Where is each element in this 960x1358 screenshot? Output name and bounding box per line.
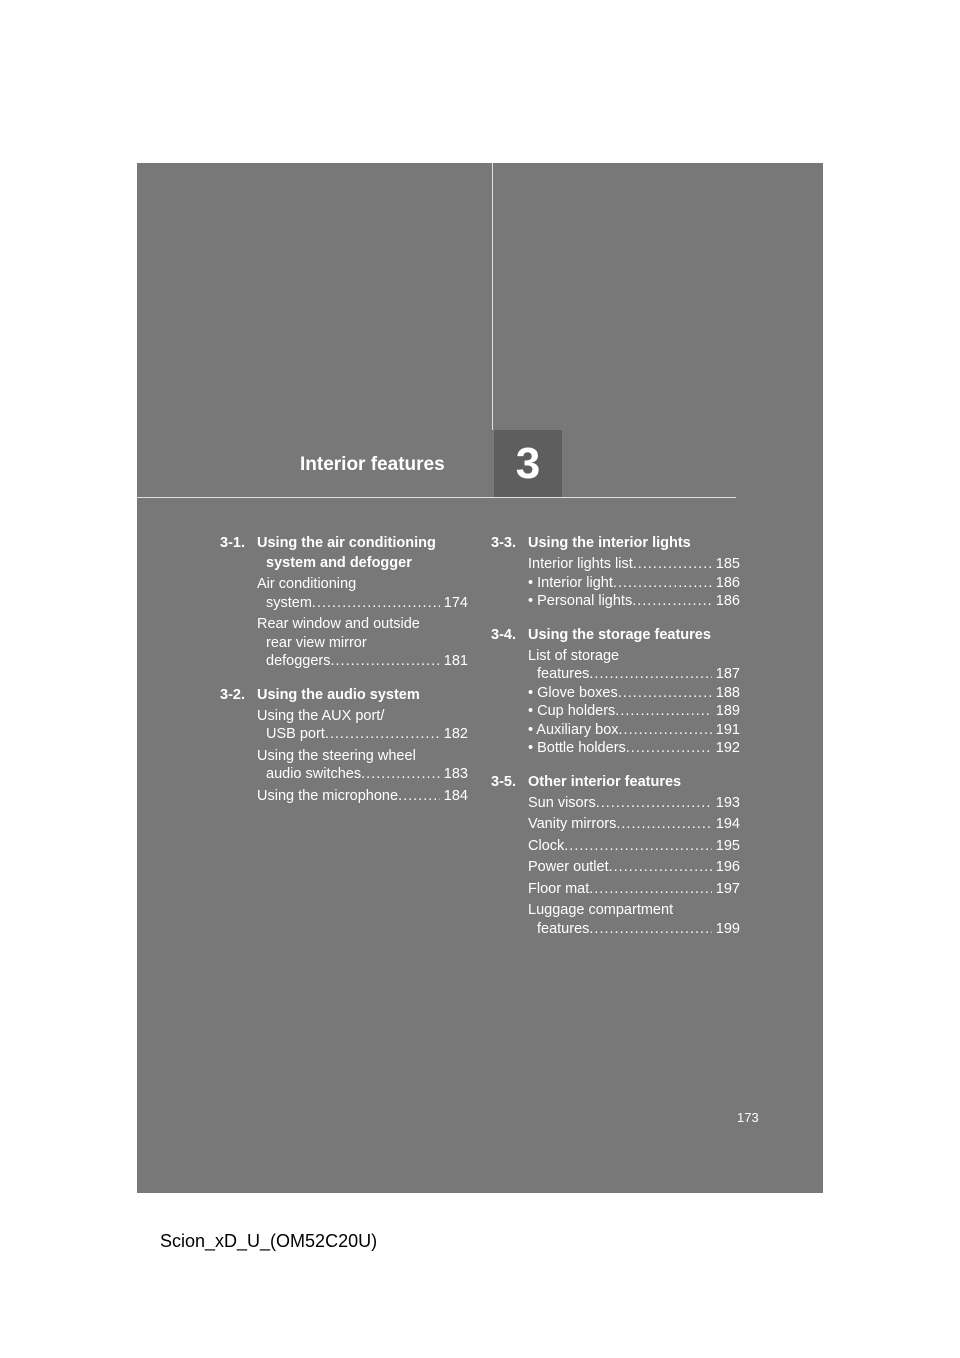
entry-page-number: 189 bbox=[715, 703, 740, 719]
section-title-line: Using the air conditioning bbox=[257, 535, 436, 551]
entry-page-number: 197 bbox=[715, 880, 740, 897]
entry-last-line bbox=[257, 652, 468, 671]
leader-dots bbox=[616, 815, 711, 834]
chapter-title: Interior features bbox=[300, 454, 445, 475]
section-number: 3-5. bbox=[491, 773, 516, 790]
entry-text: • Interior light bbox=[528, 574, 613, 591]
entry-page-number: 193 bbox=[715, 794, 740, 811]
section-title-line: Using the interior lights bbox=[528, 535, 691, 551]
entry-last-line bbox=[528, 837, 740, 856]
entry-page-number: 186 bbox=[715, 593, 740, 609]
toc-entry[interactable] bbox=[528, 721, 740, 740]
entry-text-line: Air conditioning bbox=[257, 576, 357, 592]
section-title-line: Using the storage features bbox=[528, 626, 711, 643]
leader-dots bbox=[618, 684, 712, 703]
leader-dots bbox=[361, 765, 440, 784]
entry-last-line bbox=[528, 794, 740, 813]
entry-text: • Auxiliary box bbox=[528, 721, 619, 738]
entry-text-line: List of storage bbox=[528, 647, 620, 664]
entry-page-number: 187 bbox=[715, 666, 740, 682]
toc-entry[interactable] bbox=[528, 684, 740, 703]
entry-text: Using the microphone bbox=[257, 787, 399, 804]
entry-text: • Cup holders bbox=[528, 703, 616, 719]
toc-entry[interactable] bbox=[528, 702, 740, 721]
toc-entry[interactable] bbox=[528, 815, 740, 834]
toc-entry[interactable] bbox=[528, 574, 740, 593]
entry-text: Sun visors bbox=[528, 794, 596, 811]
toc-section bbox=[491, 772, 740, 939]
section-entries bbox=[528, 794, 740, 939]
toc-entry[interactable] bbox=[257, 575, 468, 612]
section-title-line: Other interior features bbox=[528, 773, 682, 790]
toc-entry[interactable] bbox=[257, 615, 468, 671]
section-number: 3-3. bbox=[491, 535, 516, 551]
toc-entry[interactable] bbox=[257, 707, 468, 744]
entry-page-number: 186 bbox=[715, 574, 740, 591]
entry-last-line bbox=[528, 555, 740, 574]
entry-page-number: 188 bbox=[715, 684, 740, 701]
section-title bbox=[257, 685, 420, 705]
leader-dots bbox=[596, 794, 712, 813]
toc-entry[interactable] bbox=[257, 787, 468, 806]
leader-dots bbox=[632, 592, 712, 611]
horizontal-rule bbox=[137, 497, 736, 498]
toc-entry[interactable] bbox=[528, 647, 740, 684]
toc-entry[interactable] bbox=[528, 858, 740, 877]
entry-page-number: 196 bbox=[715, 859, 740, 875]
entry-page-number: 182 bbox=[443, 726, 468, 742]
entry-text: defoggers bbox=[266, 653, 331, 669]
leader-dots bbox=[398, 787, 440, 806]
entry-text: Vanity mirrors bbox=[528, 816, 617, 832]
entry-last-line bbox=[528, 592, 740, 611]
section-title-line: Using the audio system bbox=[257, 686, 420, 703]
section-number: 3-4. bbox=[491, 626, 516, 643]
entry-page-number: 185 bbox=[715, 556, 740, 572]
section-entries bbox=[528, 647, 740, 758]
section-number: 3-2. bbox=[220, 686, 245, 703]
entry-text: audio switches bbox=[266, 766, 362, 782]
section-heading bbox=[220, 533, 468, 573]
section-title bbox=[528, 533, 691, 553]
section-heading bbox=[220, 685, 468, 705]
entry-last-line bbox=[528, 721, 740, 740]
entry-page-number: 194 bbox=[715, 816, 740, 832]
leader-dots bbox=[609, 858, 712, 877]
footer-document-id: Scion_xD_U_(OM52C20U) bbox=[160, 1231, 378, 1251]
toc-entry[interactable] bbox=[528, 592, 740, 611]
entry-text-line: Rear window and outside bbox=[257, 616, 420, 632]
leader-dots bbox=[312, 594, 440, 613]
leader-dots bbox=[589, 920, 711, 939]
entry-text: features bbox=[537, 666, 590, 682]
leader-dots bbox=[325, 725, 440, 744]
toc-entry[interactable] bbox=[528, 739, 740, 758]
vertical-rule bbox=[492, 163, 493, 430]
entry-text: Interior lights list bbox=[528, 556, 633, 572]
chapter-number-tab: 3 bbox=[494, 430, 562, 497]
section-number: 3-1. bbox=[220, 535, 245, 551]
section-entries bbox=[257, 575, 468, 671]
entry-text: Floor mat bbox=[528, 880, 590, 897]
section-heading bbox=[491, 533, 740, 553]
toc-entry[interactable] bbox=[528, 837, 740, 856]
entry-text: USB port bbox=[266, 726, 325, 742]
toc-column-right bbox=[491, 533, 740, 952]
leader-dots bbox=[331, 652, 440, 671]
entry-last-line bbox=[528, 702, 740, 721]
leader-dots bbox=[613, 574, 712, 593]
toc-entry[interactable] bbox=[528, 794, 740, 813]
entry-text-line: rear view mirror bbox=[266, 634, 367, 651]
entry-text: system bbox=[266, 594, 312, 611]
leader-dots bbox=[615, 702, 712, 721]
entry-text: • Bottle holders bbox=[528, 740, 626, 756]
entry-text: features bbox=[537, 920, 590, 937]
toc-entry[interactable] bbox=[528, 880, 740, 899]
entry-last-line bbox=[257, 765, 468, 784]
toc-section bbox=[491, 533, 740, 611]
entry-page-number: 199 bbox=[715, 920, 740, 937]
leader-dots bbox=[589, 880, 712, 899]
entry-last-line bbox=[528, 880, 740, 899]
section-entries bbox=[528, 555, 740, 611]
leader-dots bbox=[633, 555, 712, 574]
entry-text: Clock bbox=[528, 837, 565, 854]
entry-last-line bbox=[257, 594, 468, 613]
toc-entry[interactable] bbox=[528, 901, 740, 938]
entry-page-number: 191 bbox=[715, 721, 740, 738]
leader-dots bbox=[626, 739, 712, 758]
toc-entry[interactable] bbox=[528, 555, 740, 574]
entry-last-line bbox=[528, 574, 740, 593]
leader-dots bbox=[564, 837, 712, 856]
entry-last-line bbox=[528, 920, 740, 939]
entry-text-line: Using the AUX port/ bbox=[257, 707, 385, 724]
entry-text: • Personal lights bbox=[528, 593, 633, 609]
section-entries bbox=[257, 707, 468, 806]
entry-last-line bbox=[528, 858, 740, 877]
toc-section bbox=[220, 685, 468, 806]
entry-page-number: 183 bbox=[443, 766, 468, 782]
entry-last-line bbox=[528, 684, 740, 703]
section-title bbox=[528, 625, 711, 645]
entry-page-number: 184 bbox=[443, 787, 468, 804]
toc-section bbox=[491, 625, 740, 758]
section-title-line: system and defogger bbox=[266, 555, 412, 571]
entry-text: • Glove boxes bbox=[528, 684, 618, 701]
toc-column-left bbox=[220, 533, 468, 819]
entry-last-line bbox=[528, 665, 740, 684]
page-number: 173 bbox=[737, 1110, 759, 1125]
toc-section bbox=[220, 533, 468, 671]
entry-page-number: 181 bbox=[443, 653, 468, 669]
section-title bbox=[528, 772, 681, 792]
entry-last-line bbox=[528, 739, 740, 758]
entry-page-number: 192 bbox=[715, 740, 740, 756]
leader-dots bbox=[589, 665, 711, 684]
section-heading bbox=[491, 625, 740, 645]
entry-last-line bbox=[528, 815, 740, 834]
entry-text: Power outlet bbox=[528, 859, 609, 875]
entry-last-line bbox=[257, 787, 468, 806]
toc-entry[interactable] bbox=[257, 747, 468, 784]
entry-last-line bbox=[257, 725, 468, 744]
section-heading bbox=[491, 772, 740, 792]
section-title bbox=[257, 533, 436, 573]
entry-page-number: 195 bbox=[715, 837, 740, 854]
entry-text-line: Using the steering wheel bbox=[257, 747, 416, 764]
leader-dots bbox=[619, 721, 712, 740]
entry-text-line: Luggage compartment bbox=[528, 902, 674, 918]
entry-page-number: 174 bbox=[443, 594, 468, 611]
